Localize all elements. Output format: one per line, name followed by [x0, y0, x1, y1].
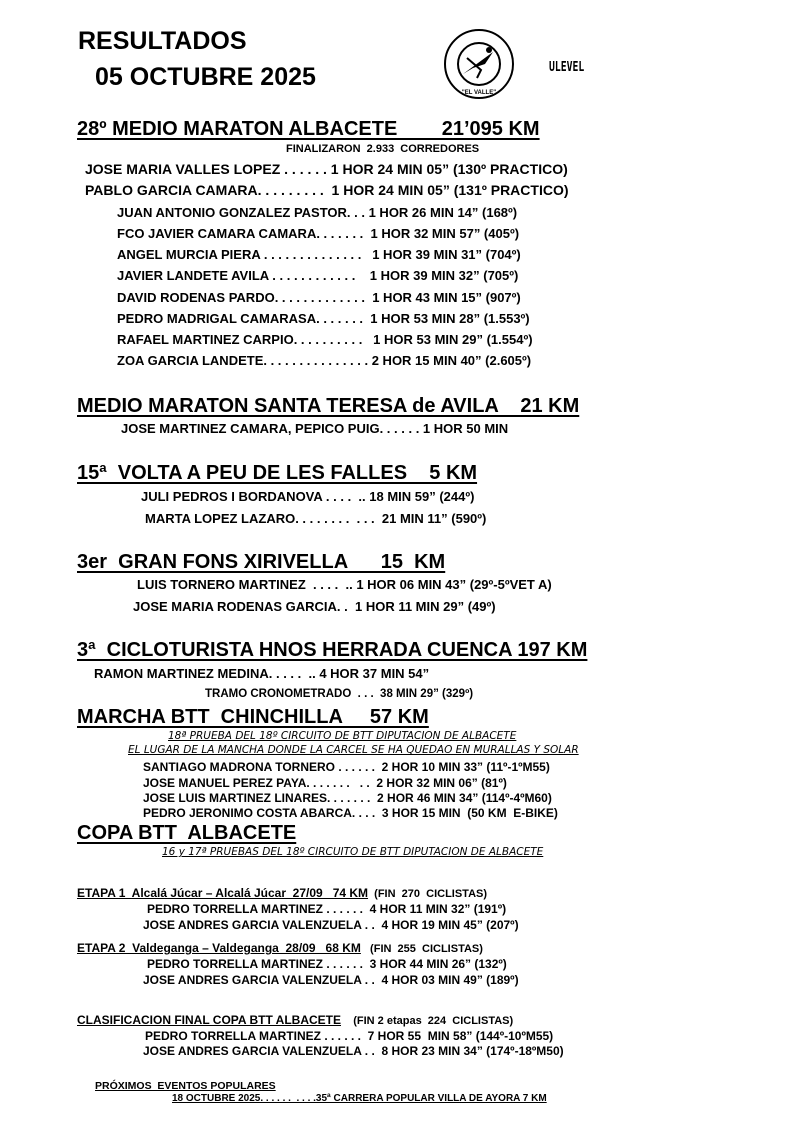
race-note: 18ª PRUEBA DEL 18º CIRCUITO DE BTT DIPUTACION DE ALBACETE	[168, 730, 517, 742]
result-row: RAMON MARTINEZ MEDINA. . . . . .. 4 HOR 37 MIN 54”	[94, 666, 430, 681]
race-subtitle: FINALIZARON 2.933 CORREDORES	[286, 143, 480, 155]
race-title-falles: 15ª VOLTA A PEU DE LES FALLES 5 KM	[77, 462, 478, 484]
result-row: JOSE ANDRES GARCIA VALENZUELA . . 4 HOR 03 MIN 49” (189º)	[143, 973, 519, 987]
result-row: JOSE MANUEL PEREZ PAYA. . . . . . . . . 2 HOR 32 MIN 06” (81º)	[143, 776, 507, 790]
logo-text-bottom: "EL VALLE"	[461, 90, 497, 96]
page-date: 05 OCTUBRE 2025	[95, 63, 316, 91]
result-row: JUAN ANTONIO GONZALEZ PASTOR. . . 1 HOR 26 MIN 14” (168º)	[117, 205, 518, 220]
tramo-row: TRAMO CRONOMETRADO . . . 38 MIN 29” (329º)	[205, 688, 474, 700]
result-row: PEDRO JERONIMO COSTA ABARCA. . . . 3 HOR 15 MIN (50 KM E-BIKE)	[143, 806, 558, 820]
final-classification-heading	[77, 1013, 513, 1027]
result-row: JOSE ANDRES GARCIA VALENZUELA . . 4 HOR 19 MIN 45” (207º)	[143, 918, 519, 932]
upcoming-title: PRÓXIMOS EVENTOS POPULARES	[95, 1080, 276, 1092]
result-row: DAVID RODENAS PARDO. . . . . . . . . . . . . 1 HOR 43 MIN 15” (907º)	[117, 290, 521, 305]
result-row: PEDRO TORRELLA MARTINEZ . . . . . . 3 HOR 44 MIN 26” (132º)	[147, 957, 507, 971]
final-title: CLASIFICACION FINAL COPA BTT ALBACETE	[77, 1013, 341, 1027]
result-row: JOSE ANDRES GARCIA VALENZUELA . . 8 HOR 23 MIN 34” (174º-18ºM50)	[143, 1044, 564, 1058]
result-row: JAVIER LANDETE AVILA . . . . . . . . . . . . 1 HOR 39 MIN 32” (705º)	[117, 268, 519, 283]
race-note: 16 y 17ª PRUEBAS DEL 18º CIRCUITO DE BTT DIPUTACION DE ALBACETE	[162, 846, 544, 858]
result-row: PABLO GARCIA CAMARA. . . . . . . . . 1 HOR 24 MIN 05” (131º PRACTICO)	[85, 182, 569, 198]
final-fin: (FIN 2 etapas 224 CICLISTAS)	[341, 1015, 514, 1027]
result-row: JOSE MARIA VALLES LOPEZ . . . . . . 1 HOR 24 MIN 05” (130º PRACTICO)	[85, 161, 568, 177]
result-row: PEDRO TORRELLA MARTINEZ . . . . . . 4 HOR 11 MIN 32” (191º)	[147, 902, 507, 916]
race-title-xirivella: 3er GRAN FONS XIRIVELLA 15 KM	[77, 551, 446, 573]
race-title-cuenca: 3ª CICLOTURISTA HNOS HERRADA CUENCA 197 KM	[77, 639, 588, 661]
race-title-chinchilla: MARCHA BTT CHINCHILLA 57 KM	[77, 706, 429, 728]
etapa-title: ETAPA 2 Valdeganga – Valdeganga 28/09 68 KM	[77, 941, 361, 955]
race-note: EL LUGAR DE LA MANCHA DONDE LA CARCEL SE HA QUEDAO EN MURALLAS Y SOLAR	[128, 744, 579, 756]
page-title: RESULTADOS	[78, 27, 247, 55]
result-row: PEDRO TORRELLA MARTINEZ . . . . . . 7 HOR 55 MIN 58” (144º-10ºM55)	[145, 1029, 554, 1043]
sponsor-logo: ULEVEL	[549, 60, 585, 75]
etapa-title: ETAPA 1 Alcalá Júcar – Alcalá Júcar 27/09 74 KM	[77, 886, 369, 900]
race-title-albacete: 28º MEDIO MARATON ALBACETE 21’095 KM	[77, 118, 540, 140]
result-row: FCO JAVIER CAMARA CAMARA. . . . . . . 1 HOR 32 MIN 57” (405º)	[117, 226, 520, 241]
result-row: JULI PEDROS I BORDANOVA . . . . .. 18 MIN 59” (244º)	[141, 489, 475, 504]
result-row: SANTIAGO MADRONA TORNERO . . . . . . 2 HOR 10 MIN 33” (11º-1ºM55)	[143, 760, 550, 774]
race-title-copa: COPA BTT ALBACETE	[77, 822, 297, 844]
result-row: MARTA LOPEZ LAZARO. . . . . . . . . . . 21 MIN 11” (590º)	[145, 511, 487, 526]
etapa-fin: (FIN 270 CICLISTAS)	[368, 888, 488, 900]
result-row: JOSE MARTINEZ CAMARA, PEPICO PUIG. . . . . . 1 HOR 50 MIN	[121, 421, 509, 436]
etapa-fin: (FIN 255 CICLISTAS)	[360, 943, 483, 955]
result-row: LUIS TORNERO MARTINEZ . . . . .. 1 HOR 06 MIN 43” (29º-5ºVET A)	[137, 577, 552, 592]
upcoming-event: 18 OCTUBRE 2025. . . . . . . . . .35ª CARRERA POPULAR VILLA DE AYORA 7 KM	[172, 1093, 547, 1104]
result-row: RAFAEL MARTINEZ CARPIO. . . . . . . . . . 1 HOR 53 MIN 29” (1.554º)	[117, 332, 533, 347]
result-row: ANGEL MURCIA PIERA . . . . . . . . . . . . . . 1 HOR 39 MIN 31” (704º)	[117, 247, 521, 262]
etapa-1-heading	[77, 886, 487, 900]
result-row: ZOA GARCIA LANDETE. . . . . . . . . . . . . . . 2 HOR 15 MIN 40” (2.605º)	[117, 353, 532, 368]
result-row: PEDRO MADRIGAL CAMARASA. . . . . . . 1 HOR 53 MIN 28” (1.553º)	[117, 311, 530, 326]
club-logo-icon	[443, 28, 515, 100]
etapa-2-heading	[77, 941, 483, 955]
result-row: JOSE MARIA RODENAS GARCIA. . 1 HOR 11 MIN 29” (49º)	[133, 599, 496, 614]
race-title-avila: MEDIO MARATON SANTA TERESA de AVILA 21 KM	[77, 395, 580, 417]
result-row: JOSE LUIS MARTINEZ LINARES. . . . . . . 2 HOR 46 MIN 34” (114º-4ºM60)	[143, 791, 552, 805]
